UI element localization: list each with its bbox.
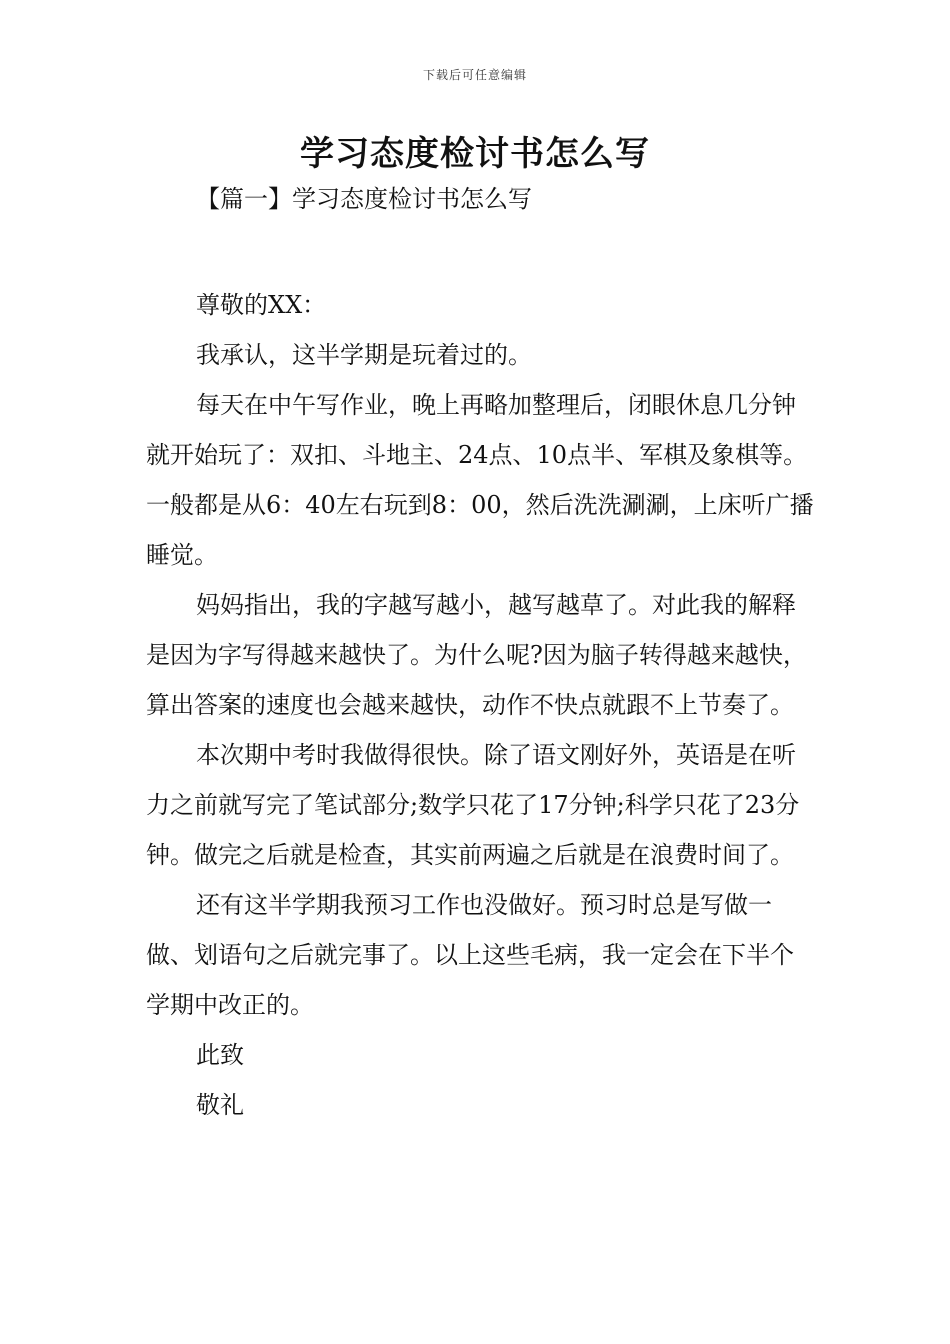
document-title: 学习态度检讨书怎么写	[300, 134, 650, 174]
salutation: 尊敬的XX：	[196, 291, 327, 319]
paragraph: 还有这半学期我预习工作也没做好。预习时总是写做一做、划语句之后就完事了。以上这些毛病，我一定会在下半个学期中改正的。	[146, 891, 794, 1019]
closing-line: 敬礼	[196, 1091, 244, 1119]
section-heading: 【篇一】学习态度检讨书怎么写	[196, 185, 532, 213]
paragraph: 我承认，这半学期是玩着过的。	[196, 341, 532, 369]
letter-body	[146, 280, 814, 1130]
paragraph: 本次期中考时我做得很快。除了语文刚好外，英语是在听力之前就写完了笔试部分;数学只花了17分钟;科学只花了23分钟。做完之后就是检查，其实前两遍之后就是在浪费时间了。	[146, 741, 800, 869]
header-note: 下载后可任意编辑	[422, 68, 527, 82]
paragraph: 妈妈指出，我的字越写越小，越写越草了。对此我的解释是因为字写得越来越快了。为什么呢?因为脑子转得越来越快，算出答案的速度也会越来越快，动作不快点就跟不上节奏了。	[146, 591, 807, 719]
paragraph: 每天在中午写作业，晚上再略加整理后，闭眼休息几分钟就开始玩了：双扣、斗地主、24点、10点半、军棋及象棋等。一般都是从6：40左右玩到8：00，然后洗洗涮涮，上床听广播睡觉。	[146, 391, 814, 569]
closing-line: 此致	[196, 1041, 244, 1069]
